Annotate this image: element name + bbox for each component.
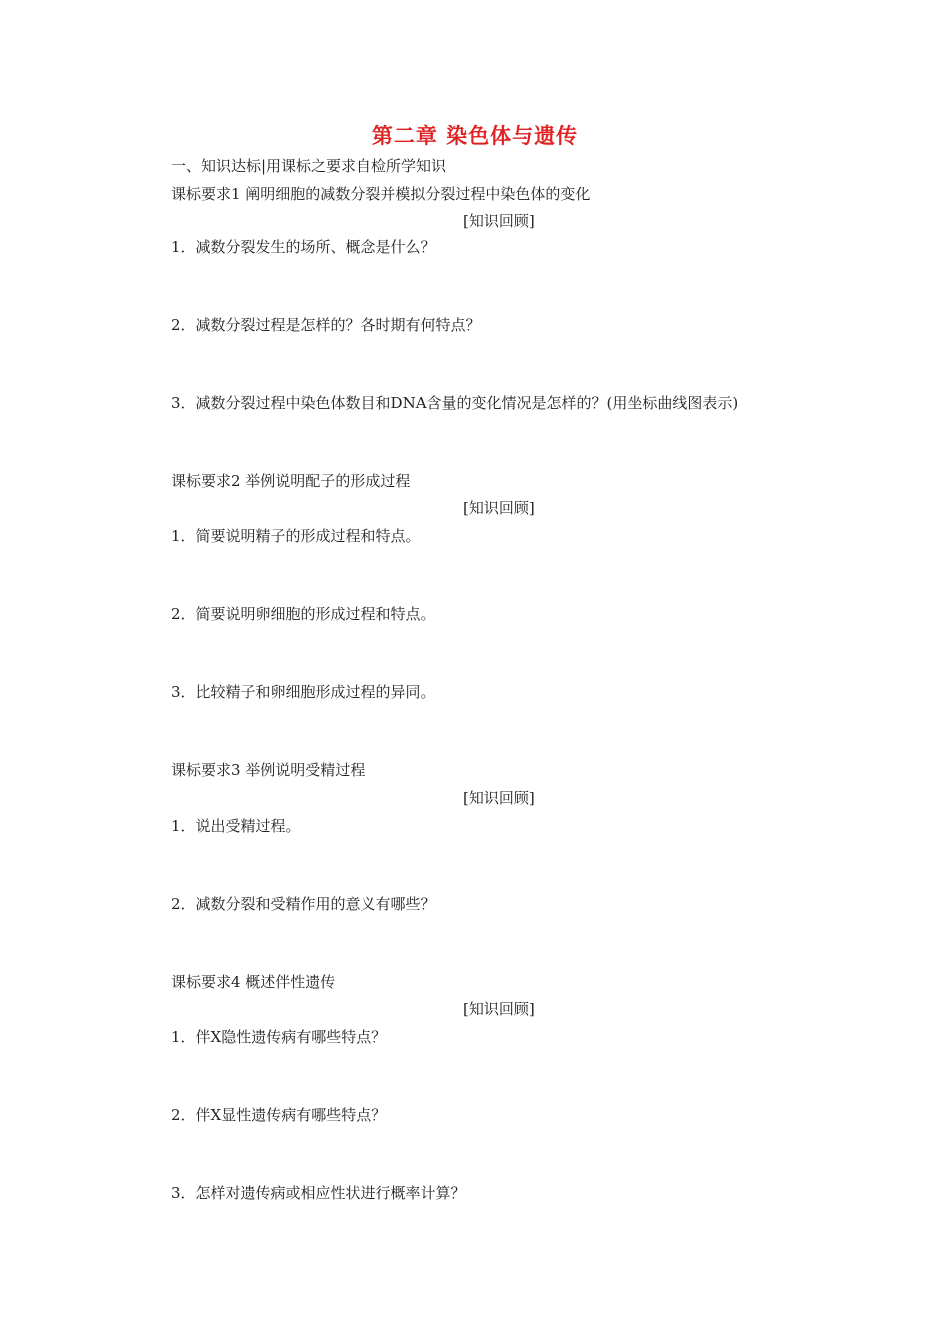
question-3-2: 2．减数分裂和受精作用的意义有哪些？ xyxy=(171,895,436,913)
question-4-3: 3．怎样对遗传病或相应性状进行概率计算？ xyxy=(171,1184,466,1202)
question-2-1: 1．简要说明精子的形成过程和特点。 xyxy=(171,527,421,545)
requirement-heading-4: 课标要求4 概述伴性遗传 xyxy=(171,973,336,991)
review-label-2: [知识回顾] xyxy=(463,499,535,517)
review-label-4: [知识回顾] xyxy=(463,1000,535,1018)
question-3-1: 1．说出受精过程。 xyxy=(171,817,301,835)
question-4-2: 2．伴X显性遗传病有哪些特点？ xyxy=(171,1106,387,1124)
chapter-title: 第二章 染色体与遗传 xyxy=(371,123,579,148)
question-1-2: 2．减数分裂过程是怎样的？各时期有何特点？ xyxy=(171,316,481,334)
question-2-2: 2．简要说明卵细胞的形成过程和特点。 xyxy=(171,605,436,623)
intro-heading: 一、知识达标|用课标之要求自检所学知识 xyxy=(171,157,447,175)
question-1-1: 1．减数分裂发生的场所、概念是什么？ xyxy=(171,238,436,256)
requirement-heading-1: 课标要求1 阐明细胞的减数分裂并模拟分裂过程中染色体的变化 xyxy=(171,185,591,203)
requirement-heading-2: 课标要求2 举例说明配子的形成过程 xyxy=(171,472,411,490)
question-4-1: 1．伴X隐性遗传病有哪些特点？ xyxy=(171,1028,387,1046)
review-label-3: [知识回顾] xyxy=(463,789,535,807)
question-2-3: 3．比较精子和卵细胞形成过程的异同。 xyxy=(171,683,436,701)
requirement-heading-3: 课标要求3 举例说明受精过程 xyxy=(171,761,366,779)
review-label-1: [知识回顾] xyxy=(463,212,535,230)
question-1-3: 3．减数分裂过程中染色体数目和DNA含量的变化情况是怎样的？(用坐标曲线图表示) xyxy=(171,394,739,412)
